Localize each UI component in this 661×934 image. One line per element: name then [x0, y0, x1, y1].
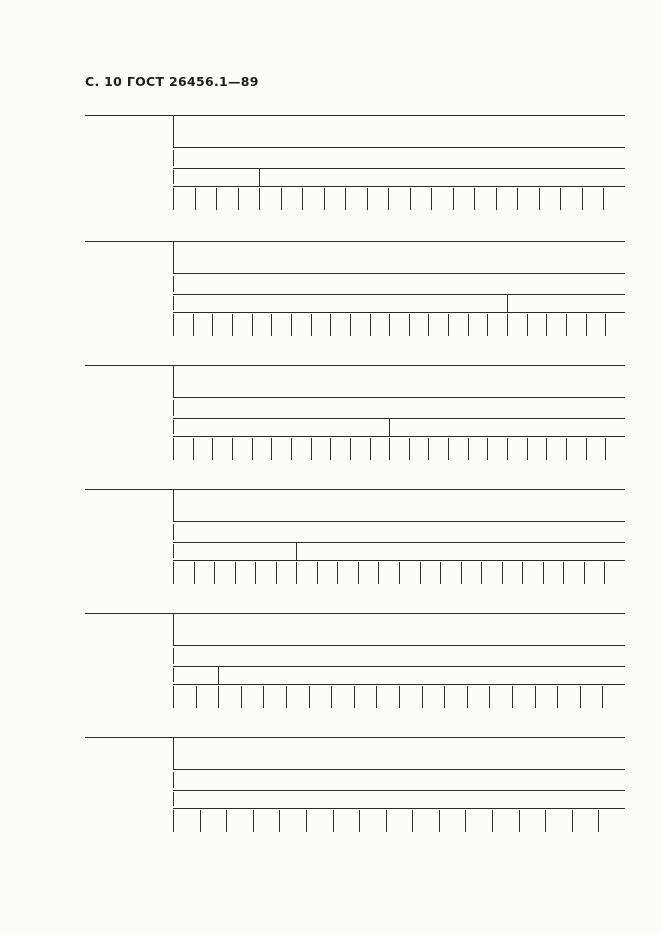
hip-cell-border	[302, 188, 303, 210]
table-block	[85, 350, 625, 462]
table-top-rule	[85, 241, 625, 242]
hip-cell-border	[507, 314, 508, 336]
height-divider	[173, 524, 174, 540]
hip-cell-border	[444, 686, 445, 708]
hip-cell-border	[358, 562, 359, 584]
hip-cell-border	[309, 686, 310, 708]
height-rule	[173, 542, 625, 543]
hip-cell-border	[279, 810, 280, 832]
hip-cell-border	[331, 686, 332, 708]
hip-cell-border	[584, 562, 585, 584]
foot-rule	[173, 312, 625, 313]
hip-cell-border	[271, 438, 272, 460]
foot-rule	[173, 684, 625, 685]
table-block	[85, 722, 625, 834]
hip-cell-border	[388, 188, 389, 210]
table-top-rule	[85, 613, 625, 614]
hip-cell-border	[439, 810, 440, 832]
foot-divider	[173, 668, 174, 682]
table-block	[85, 598, 625, 710]
hip-cell-border	[543, 562, 544, 584]
hip-cell-border	[467, 686, 468, 708]
header-divider	[173, 241, 174, 273]
hip-cell-border	[586, 438, 587, 460]
hip-cell-border	[252, 438, 253, 460]
hip-cell-border	[389, 438, 390, 460]
hip-cell-border	[216, 188, 217, 210]
hip-cell-border	[330, 438, 331, 460]
height-rule	[173, 168, 625, 169]
hip-cell-border	[255, 562, 256, 584]
header-rule	[173, 273, 625, 274]
hip-cell-border	[468, 438, 469, 460]
hip-cell-border	[572, 810, 573, 832]
page-header: С. 10 ГОСТ 26456.1—89	[85, 74, 259, 89]
hip-cell-border	[173, 188, 174, 210]
table-top-rule	[85, 737, 625, 738]
foot-divider	[173, 296, 174, 310]
hip-cell-border	[232, 438, 233, 460]
hip-cell-border	[496, 188, 497, 210]
hip-cell-border	[448, 314, 449, 336]
height-rule	[173, 666, 625, 667]
hip-cell-border	[546, 314, 547, 336]
hip-cell-border	[173, 314, 174, 336]
hip-cell-border	[350, 314, 351, 336]
hip-cell-border	[603, 188, 604, 210]
hip-cell-border	[317, 562, 318, 584]
hip-cell-border	[276, 562, 277, 584]
hip-cell-border	[440, 562, 441, 584]
hip-cell-border	[545, 810, 546, 832]
hip-cell-border	[519, 810, 520, 832]
hip-cell-border	[586, 314, 587, 336]
foot-group-divider	[507, 295, 508, 313]
hip-cell-border	[412, 810, 413, 832]
header-rule	[173, 645, 625, 646]
header-divider	[173, 489, 174, 521]
hip-cell-border	[253, 810, 254, 832]
hip-cell-border	[173, 562, 174, 584]
hip-cell-border	[226, 810, 227, 832]
hip-cell-border	[474, 188, 475, 210]
hip-cell-border	[173, 686, 174, 708]
hip-cell-border	[235, 562, 236, 584]
hip-cell-border	[448, 438, 449, 460]
hip-cell-border	[502, 562, 503, 584]
hip-cell-border	[306, 810, 307, 832]
hip-cell-border	[512, 686, 513, 708]
hip-cell-border	[193, 314, 194, 336]
hip-cell-border	[330, 314, 331, 336]
hip-cell-border	[428, 314, 429, 336]
hip-cell-border	[563, 562, 564, 584]
hip-cell-border	[399, 686, 400, 708]
hip-cell-border	[453, 188, 454, 210]
hip-cell-border	[461, 562, 462, 584]
hip-cell-border	[271, 314, 272, 336]
foot-rule	[173, 560, 625, 561]
foot-group-divider	[259, 169, 260, 187]
header-rule	[173, 147, 625, 148]
height-divider	[173, 276, 174, 292]
hip-cell-border	[431, 188, 432, 210]
hip-cell-border	[173, 438, 174, 460]
foot-rule	[173, 436, 625, 437]
hip-cell-border	[196, 686, 197, 708]
hip-cell-border	[527, 314, 528, 336]
table-block	[85, 474, 625, 586]
hip-cell-border	[546, 438, 547, 460]
hip-cell-border	[535, 686, 536, 708]
hip-cell-border	[259, 188, 260, 210]
hip-cell-border	[420, 562, 421, 584]
header-rule	[173, 397, 625, 398]
height-divider	[173, 150, 174, 166]
hip-cell-border	[582, 188, 583, 210]
hip-cell-border	[378, 562, 379, 584]
height-rule	[173, 294, 625, 295]
hip-cell-border	[367, 188, 368, 210]
hip-cell-border	[604, 562, 605, 584]
hip-cell-border	[194, 562, 195, 584]
hip-cell-border	[507, 438, 508, 460]
header-divider	[173, 365, 174, 397]
table-top-rule	[85, 489, 625, 490]
height-divider	[173, 400, 174, 416]
hip-cell-border	[350, 438, 351, 460]
table-top-rule	[85, 365, 625, 366]
hip-cell-border	[527, 438, 528, 460]
hip-cell-border	[324, 188, 325, 210]
hip-cell-border	[522, 562, 523, 584]
header-rule	[173, 521, 625, 522]
hip-cell-border	[428, 438, 429, 460]
table-block	[85, 226, 625, 338]
hip-cell-border	[252, 314, 253, 336]
hip-cell-border	[560, 188, 561, 210]
header-rule	[173, 769, 625, 770]
hip-cell-border	[311, 438, 312, 460]
hip-cell-border	[557, 686, 558, 708]
height-divider	[173, 772, 174, 788]
hip-cell-border	[291, 438, 292, 460]
hip-cell-border	[218, 686, 219, 708]
hip-cell-border	[492, 810, 493, 832]
hip-cell-border	[481, 562, 482, 584]
height-rule	[173, 790, 625, 791]
hip-cell-border	[263, 686, 264, 708]
header-divider	[173, 737, 174, 769]
hip-cell-border	[238, 188, 239, 210]
hip-cell-border	[337, 562, 338, 584]
hip-cell-border	[386, 810, 387, 832]
hip-cell-border	[281, 188, 282, 210]
height-rule	[173, 418, 625, 419]
hip-cell-border	[566, 438, 567, 460]
hip-cell-border	[409, 314, 410, 336]
foot-rule	[173, 186, 625, 187]
foot-group-divider	[296, 543, 297, 561]
foot-rule	[173, 808, 625, 809]
hip-cell-border	[422, 686, 423, 708]
foot-divider	[173, 792, 174, 806]
hip-cell-border	[465, 810, 466, 832]
hip-cell-border	[517, 188, 518, 210]
hip-cell-border	[311, 314, 312, 336]
hip-cell-border	[359, 810, 360, 832]
hip-cell-border	[232, 314, 233, 336]
hip-cell-border	[214, 562, 215, 584]
hip-cell-border	[345, 188, 346, 210]
hip-cell-border	[605, 314, 606, 336]
hip-cell-border	[296, 562, 297, 584]
foot-group-divider	[218, 667, 219, 685]
hip-cell-border	[602, 686, 603, 708]
hip-cell-border	[399, 562, 400, 584]
foot-divider	[173, 544, 174, 558]
hip-cell-border	[410, 188, 411, 210]
hip-cell-border	[212, 438, 213, 460]
hip-cell-border	[376, 686, 377, 708]
hip-cell-border	[605, 438, 606, 460]
hip-cell-border	[566, 314, 567, 336]
height-divider	[173, 648, 174, 664]
hip-cell-border	[409, 438, 410, 460]
header-divider	[173, 115, 174, 147]
hip-cell-border	[370, 314, 371, 336]
hip-cell-border	[598, 810, 599, 832]
hip-cell-border	[354, 686, 355, 708]
hip-cell-border	[173, 810, 174, 832]
hip-cell-border	[195, 188, 196, 210]
foot-group-divider	[389, 419, 390, 437]
hip-cell-border	[291, 314, 292, 336]
hip-cell-border	[489, 686, 490, 708]
table-block	[85, 100, 625, 212]
hip-cell-border	[212, 314, 213, 336]
foot-divider	[173, 420, 174, 434]
header-divider	[173, 613, 174, 645]
hip-cell-border	[241, 686, 242, 708]
hip-cell-border	[193, 438, 194, 460]
hip-cell-border	[286, 686, 287, 708]
table-top-rule	[85, 115, 625, 116]
hip-cell-border	[468, 314, 469, 336]
foot-divider	[173, 170, 174, 184]
hip-cell-border	[389, 314, 390, 336]
hip-cell-border	[370, 438, 371, 460]
hip-cell-border	[333, 810, 334, 832]
hip-cell-border	[200, 810, 201, 832]
hip-cell-border	[580, 686, 581, 708]
hip-cell-border	[487, 314, 488, 336]
hip-cell-border	[487, 438, 488, 460]
hip-cell-border	[539, 188, 540, 210]
